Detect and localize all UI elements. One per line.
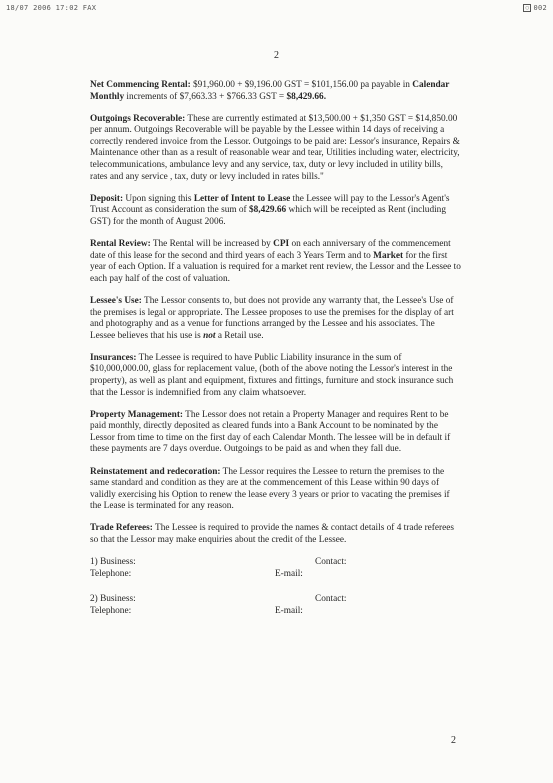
clause-net-rental (90, 80, 462, 103)
clause-heading: Property Management: (90, 409, 184, 420)
referee-1-business-label: 1) Business: (90, 557, 136, 568)
clause-heading: Rental Review: (90, 239, 151, 250)
clause-heading: Lessee's Use: (90, 295, 142, 306)
fax-datetime: 18/07 2006 17:02 FAX (6, 4, 97, 12)
clause-text: These are currently estimated at $13,500.00 + $1,350 GST = $14,850.00 per annum. Outgoings Recoverable will be payable by the Lessee within 14 days of receiving a correctly rendered invoice from the Lessor. Outgoings to be paid are: Lessor's insurance, Repairs & Maintenance other than as a result of reasonable wear and tear, Utilities including water, electricity, telecommunications, ambulance levy and any service, tax, duty or levy included in utility bills, rates and any service , tax, duty or levy included in rates bills." (90, 113, 460, 182)
referee-1-contact-label: Contact: (315, 557, 347, 568)
clause-text: The Lessor consents to, but does not provide any warranty that, the Lessee's Use of the premises is legal or appropriate. The Lessee proposes to use the premises for the display of art and photography and as a venue for functions arranged by the Lessee and his associates. The Lessee believes that his use is (90, 295, 454, 341)
referee-2-business-label: 2) Business: (90, 594, 136, 605)
clause-heading: Outgoings Recoverable: (90, 113, 186, 124)
clause-text: which will be receipted as Rent (including GST) for the month of August 2006. (90, 205, 446, 227)
clause-reinstatement (90, 467, 462, 513)
clause-text: The Lessee is required to have Public Liability insurance in the sum of $10,000,000.00, glass for replacement value, (both of the above noting the Lessor's interest in the property), as well as plant and equipment, fixtures and fittings, furniture and stock insurance such that the Lessor is indemnified from any claim whatsoever. (90, 352, 454, 398)
clause-text: The Rental will be increased by (150, 239, 274, 250)
clause-heading: Reinstatement and redecoration: (90, 466, 221, 477)
clause-heading: Net Commencing Rental: (90, 80, 191, 90)
page-number-bottom: 2 (451, 735, 456, 746)
referee-2-contact-label: Contact: (315, 594, 347, 605)
not-emphasis: not (203, 330, 216, 341)
fax-header (6, 4, 547, 12)
clause-text: increments of $7,663.33 + $766.33 GST = (124, 91, 287, 102)
clause-deposit (90, 194, 462, 229)
clause-heading: Trade Referees: (90, 523, 153, 534)
clause-text: $91,960.00 + $9,196.00 GST = $101,156.00 pa payable in (190, 80, 413, 90)
clause-text: The Lessor requires the Lessee to return the premises to the same standard and condition as they are at the commencement of this Lease within 90 days of validly exercising his Option to renew the lease every 3 years or prior to vacating the premises if the Lease is terminated for any reason. (90, 466, 450, 512)
clause-rental-review (90, 239, 462, 285)
clause-text: The Lessee is required to provide the names & contact details of 4 trade referees so that the Lessor may make enquiries about the credit of the Lessee. (90, 523, 454, 545)
document-body (90, 80, 462, 617)
referee-2-telephone-label: Telephone: (90, 605, 132, 616)
referee-1-telephone-row (90, 569, 462, 581)
referee-2-email-label: E-mail: (275, 605, 303, 616)
referee-2-business-row (90, 594, 462, 606)
cpi-label: CPI (273, 239, 290, 250)
clause-trade-referees (90, 523, 462, 546)
rental-amount: $8,429.66. (286, 91, 327, 102)
clause-outgoings (90, 114, 462, 184)
clause-text: for the first year of each Option. If a valuation is required for a market rent review, the Lessor and the Lessee to each pay half of the cost of valuation. (90, 250, 461, 284)
clause-text: a Retail use. (215, 330, 264, 341)
fax-page-number: 002 (533, 4, 547, 12)
clause-text: the Lessee will pay to the Lessor's Agent's Trust Account as consideration the sum of (90, 193, 450, 216)
fax-page-indicator (523, 4, 547, 12)
fax-page-icon: ▢ (523, 4, 531, 12)
market-label: Market (373, 250, 404, 261)
clause-property-management (90, 410, 462, 456)
page-number-top: 2 (274, 50, 279, 61)
clause-insurances (90, 353, 462, 399)
clause-text: The Lessor does not retain a Property Manager and requires Rent to be paid monthly, directly deposited as cleared funds into a Bank Account to be nominated by the Lessor from time to time on the first day of each Calendar Month. The lessee will be in default if these payments are 7 days overdue. Outgoings to be paid as and when they fall due. (90, 409, 451, 455)
referee-1-business-row (90, 557, 462, 569)
referee-1-email-label: E-mail: (275, 568, 303, 579)
clause-heading: Insurances: (90, 352, 137, 363)
clause-heading-calendar: Calendar Monthly (90, 80, 450, 102)
referee-2-telephone-row (90, 606, 462, 618)
clause-lessee-use (90, 296, 462, 342)
clause-heading: Deposit: (90, 193, 124, 204)
referee-contact-block (90, 557, 462, 617)
letter-of-intent-label: Letter of Intent to Lease (193, 193, 291, 204)
referee-1-telephone-label: Telephone: (90, 568, 132, 579)
deposit-amount: $8,429.66 (248, 205, 287, 216)
clause-text: on each anniversary of the commencement date of this lease for the second and third years of each 3 Years Term and to (90, 239, 451, 261)
clause-text: Upon signing this (123, 193, 194, 204)
